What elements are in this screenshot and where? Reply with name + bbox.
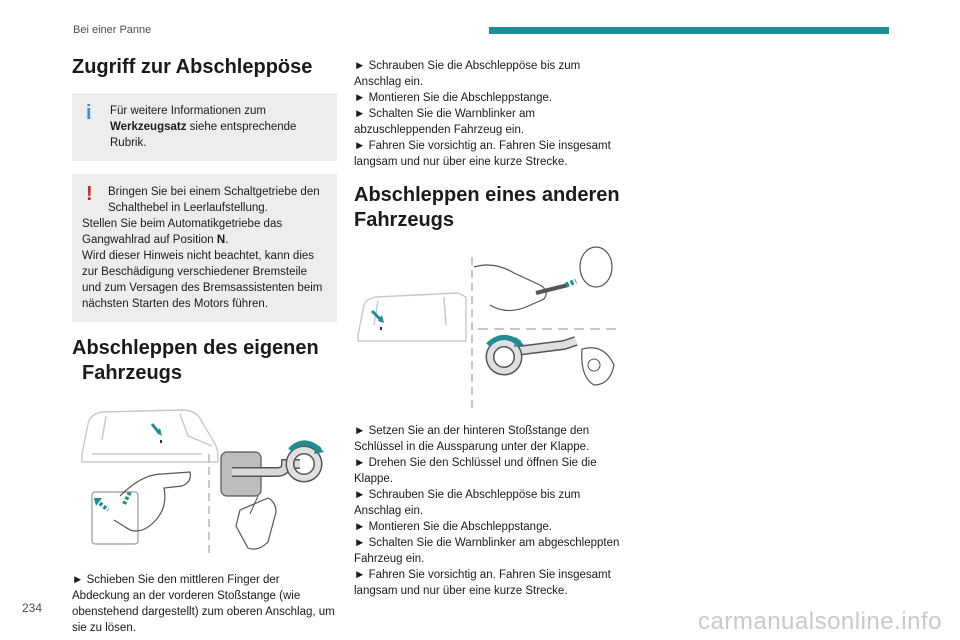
header-accent-bar: [489, 27, 889, 34]
step-bottom-5: ► Schalten Sie die Warnblinker am abgeschleppten Fahrzeug ein.: [354, 537, 620, 565]
figure-front-tow-eye: [72, 402, 337, 562]
warning-body: [82, 216, 327, 312]
step-bottom-6: ► Fahren Sie vorsichtig an. Fahren Sie insgesamt langsam und nur über eine kurze Strecke.: [354, 569, 611, 597]
other-title-line1: Abschleppen eines anderen: [354, 184, 620, 206]
step-bottom-3: ► Schrauben Sie die Abschleppöse bis zum Anschlag ein.: [354, 489, 581, 517]
left-column: [72, 52, 337, 636]
rear-tow-illustration: [354, 245, 624, 415]
own-step-text: ► Schieben Sie den mittleren Finger der Abdeckung an der vorderen Stoßstange (wie obenstehend dargestellt) zum oberen Anschlag, um sie zu lösen.: [72, 574, 335, 634]
step-bottom-1: ► Setzen Sie an der hinteren Stoßstange den Schlüssel in die Aussparung unter der Klappe.: [354, 425, 590, 453]
section-title-other-vehicle: [354, 183, 624, 233]
step-bottom-2: ► Drehen Sie den Schlüssel und öffnen Sie die Klappe.: [354, 457, 597, 485]
site-watermark: carmanualsonline.info: [698, 608, 942, 635]
warning-auto-bold: N: [216, 234, 226, 246]
step-top-2: ► Montieren Sie die Abschleppstange.: [354, 92, 553, 104]
step-bottom-4: ► Montieren Sie die Abschleppstange.: [354, 521, 553, 533]
info-box: [72, 93, 337, 161]
info-rest: siehe entsprechende Rubrik.: [110, 121, 297, 149]
figure-rear-tow-eye: [354, 245, 624, 415]
section-title-access: Zugriff zur Abschleppöse: [72, 56, 313, 78]
other-title-line2: Fahrzeugs: [354, 209, 455, 231]
running-header: Bei einer Panne: [73, 24, 152, 36]
warning-lead: Bringen Sie bei einem Schaltgetriebe den Schalthebel in Leerlaufstellung.: [108, 186, 320, 214]
step-top-1: ► Schrauben Sie die Abschleppöse bis zum Anschlag ein.: [354, 60, 581, 88]
warning-note: Wird dieser Hinweis nicht beachtet, kann dies zur Beschädigung verschiedener Bremsteile und zum Versagen des Bremsassistenten beim nächsten Starten des Motors führen.: [82, 250, 323, 310]
front-tow-illustration: [72, 402, 337, 562]
step-top-4: ► Fahren Sie vorsichtig an. Fahren Sie insgesamt langsam und nur über eine kurze Strecke.: [354, 140, 611, 168]
right-column: [354, 58, 624, 599]
steps-top: [354, 58, 624, 170]
step-top-3: ► Schalten Sie die Warnblinker am abzuschleppenden Fahrzeug ein.: [354, 108, 535, 136]
warning-auto-pre: Stellen Sie beim Automatikgetriebe das Gangwahlrad auf Position: [82, 218, 283, 246]
warning-auto-post: .: [225, 234, 229, 246]
page-number: 234: [22, 601, 43, 615]
info-line1: Für weitere Informationen zum: [110, 105, 266, 117]
own-title-line2: Fahrzeugs: [82, 362, 183, 384]
info-bold-term: Werkzeugsatz: [110, 121, 187, 133]
warning-icon: !: [86, 183, 93, 205]
own-title-line1: Abschleppen des eigenen: [72, 337, 319, 359]
info-icon: i: [86, 102, 92, 124]
warning-box: [72, 174, 337, 322]
section-title-own-vehicle: [72, 336, 337, 386]
steps-bottom: [354, 423, 624, 599]
